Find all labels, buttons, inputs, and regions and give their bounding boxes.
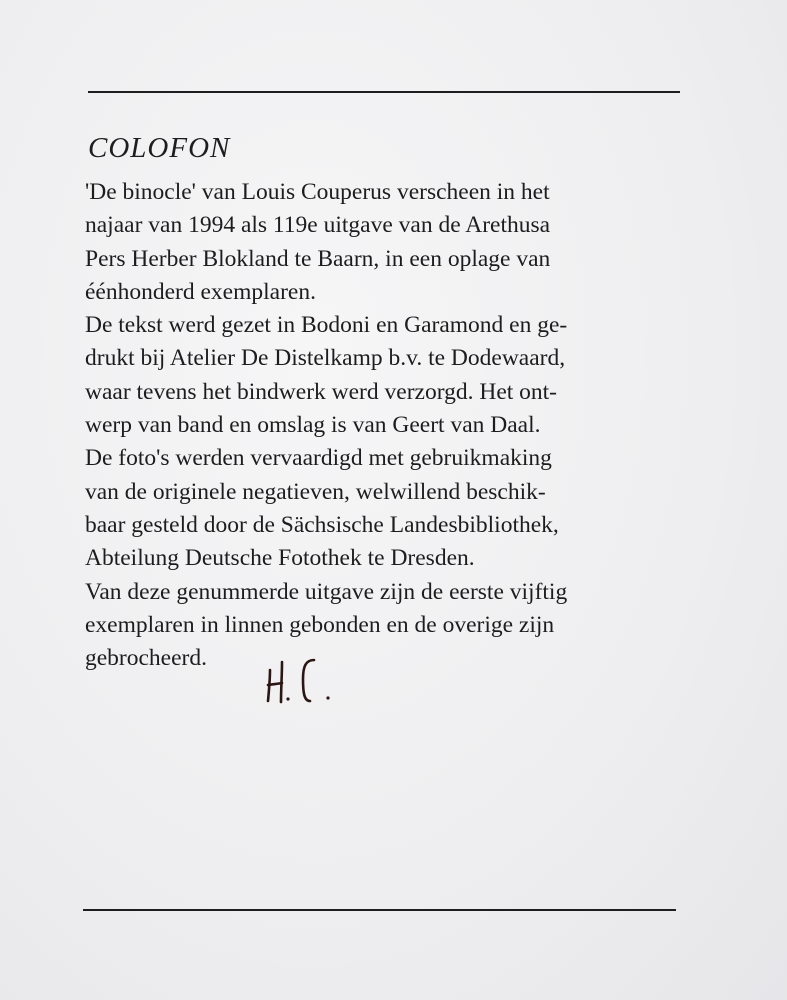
text-line: drukt bij Atelier De Distelkamp b.v. te Dodewaard, <box>85 345 566 372</box>
text-line: De foto's werden vervaardigd met gebruikmaking <box>85 445 552 472</box>
colophon-heading: COLOFON <box>88 132 231 164</box>
text-line: Pers Herber Blokland te Baarn, in een oplage van <box>85 245 551 272</box>
text-line: Abteilung Deutsche Fotothek te Dresden. <box>85 545 475 572</box>
top-rule <box>88 91 680 93</box>
text-line: 'De binocle' van Louis Couperus verscheen in het <box>85 179 550 205</box>
text-line: baar gesteld door de Sächsische Landesbibliothek, <box>85 511 559 538</box>
text-line: werp van band en omslag is van Geert van Daal. <box>85 412 541 439</box>
text-line: van de originele negatieven, welwillend beschik- <box>85 478 546 505</box>
bottom-rule <box>83 909 676 911</box>
text-line: waar tevens het bindwerk werd verzorgd. Het ont- <box>85 378 558 405</box>
handwritten-signature <box>262 652 342 712</box>
text-line: gebrocheerd. <box>85 645 207 672</box>
text-line: exemplaren in linnen gebonden en de overige zijn <box>85 611 555 638</box>
text-line: Van deze genummerde uitgave zijn de eerste vijftig <box>85 578 568 605</box>
text-line: éénhonderd exemplaren. <box>85 278 316 305</box>
text-line: De tekst werd gezet in Bodoni en Garamond en ge- <box>85 312 568 339</box>
colophon-text <box>85 176 685 675</box>
text-line: najaar van 1994 als 119e uitgave van de Arethusa <box>85 212 551 239</box>
